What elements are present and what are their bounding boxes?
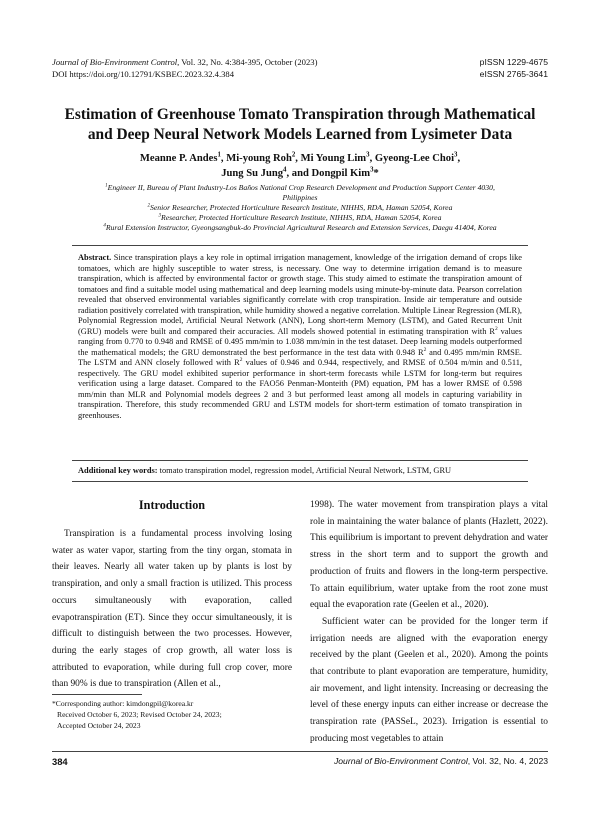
corresponding-author: *Corresponding author: kimdongpil@korea.kr bbox=[52, 699, 194, 708]
keywords bbox=[78, 466, 522, 477]
footnote-rule bbox=[52, 694, 142, 695]
abstract bbox=[78, 253, 522, 421]
affiliation-text: Rural Extension Instructor, Gyeongsangbuk-do Provincial Agricultural Research and Extension Services, Daegu 41404, Korea bbox=[105, 222, 497, 232]
author-name: , Mi Young Lim bbox=[295, 153, 367, 164]
paragraph: Transpiration is a fundamental process involving losing water as water vapor, starting from the tiny organ, stomata in their leaves. Nearly all water taken up by plants is lost by transpiration, and only a small fraction is utilized. This process occurs simultaneously with evaporation, called evapotranspiration (ET). Since they occur simultaneously, it is difficult to distinguish between the two processes. However, during the early stages of crop growth, all water loss is attributed to evaporation, while during full crop cover, more than 90% is due to transpiration (Allen et al., bbox=[52, 529, 292, 690]
page-number: 384 bbox=[52, 756, 68, 767]
affil-mark: 3 bbox=[370, 166, 374, 174]
affiliations bbox=[52, 183, 548, 233]
received-dates: Received October 6, 2023; Revised October 24, 2023; bbox=[57, 710, 222, 719]
abstract-text: values of 0.946 and 0.944, respectively, and RMSE of 0.504 m/min and 0.511, respectively. The GRU model exhibited superior performance in short-term forecasts while LSTM for long-term but requires verification using a large dataset. Compared to the FAO56 Penman-Monteith (PM) equation, PM has a lower RMSE of 0.598 mm/min than MLR and Polynomial models degrees 2 and 3 but performed least among all models in capturing variability in transpiration. Therefore, this study recommended GRU and LSTM models for short-term estimation of tomato transpiration in greenhouses. bbox=[78, 358, 522, 420]
keywords-bottom-rule bbox=[72, 481, 528, 482]
affiliation-2 bbox=[52, 203, 548, 213]
footnote bbox=[52, 698, 292, 731]
section-heading: Introduction bbox=[138, 498, 206, 512]
author-name: , and Dongpil Kim bbox=[286, 168, 371, 179]
affil-mark: 3 bbox=[158, 213, 162, 219]
title-line-2: and Deep Neural Network Models Learned from Lysimeter Data bbox=[87, 125, 513, 143]
abstract-text: values ranging from 0.770 to 0.948 and RMSE of 0.495 mm/min to 1.038 mm/min in the test dataset. Deep learning models outperformed the mathematical models; the GRU demonstrated the best performance in the test data with 0.948 R bbox=[78, 326, 522, 357]
affil-mark: 3 bbox=[366, 151, 370, 159]
affil-mark: 4 bbox=[103, 223, 106, 229]
paragraph: 1998). The water movement from transpiration plays a vital role in maintaining the water balance of plants (Hazlett, 2022). This equilibrium is important to prevent dehydration and water stress in the short term and to support the growth and production of fruits and flowers in the long-term perspective. To attain equilibrium, water uptake from the root zone must equal the evaporation rate (Geelen et al., 2020). bbox=[310, 500, 548, 611]
affiliation-4 bbox=[52, 223, 548, 233]
affil-mark: 3 bbox=[454, 151, 458, 159]
doi-link[interactable]: DOI https://doi.org/10.12791/KSBEC.2023.32.4.384 bbox=[52, 68, 234, 79]
abstract-text: Since transpiration plays a key role in optimal irrigation management, knowledge of the irrigation demand of crops like tomatoes, which are highly susceptible to water stress, is necessary. One way to determine irrigation demand is to measure transpiration, which is affected by environmental factor or growth stage. This study aimed to estimate the transpiration amount of tomatoes and find a suitable model using mathematical and deep learning models using minute-by-minute data. Pearson correlation revealed that observed environmental variables significantly correlate with crop transpiration. Inside air temperature and outside radiation positively correlated with transpiration, while humidity showed a negative correlation. Multiple Linear Regression (MLR), Polynomial Regression model, Artificial Neural Network (ANN), Long short-term Memory (LSTM), and Gated Recurrent Unit (GRU) models were built and compared their accuracies. All models showed potential in estimating transpiration with R bbox=[78, 253, 522, 336]
affil-mark: 2 bbox=[291, 151, 296, 159]
footer-rule bbox=[52, 751, 548, 752]
keywords-text: tomato transpiration model, regression model, Artificial Neural Network, LSTM, GRU bbox=[157, 466, 452, 475]
affiliation-1-cont: Philippines bbox=[282, 192, 318, 202]
author-list bbox=[60, 151, 540, 181]
superscript: 2 bbox=[239, 357, 243, 364]
affil-mark: 1 bbox=[217, 151, 221, 159]
author-name: Jung Su Jung bbox=[221, 168, 284, 179]
right-column bbox=[310, 497, 548, 748]
keywords-top-rule bbox=[72, 460, 528, 461]
affiliation-text: Researcher, Protected Horticulture Research Institute, NIHHS, RDA, Haman 52054, Korea bbox=[161, 212, 442, 222]
title-line-1: Estimation of Greenhouse Tomato Transpiration through Mathematical bbox=[64, 106, 536, 123]
abstract-text: and 0.495 mm/min RMSE. The LSTM and ANN closely followed with R bbox=[78, 347, 522, 367]
author-name: , Gyeong-Lee Choi bbox=[369, 153, 455, 164]
affiliation-text: Engineer II, Bureau of Plant Industry-Los Baños National Crop Research Development and Production Support Center 4030, bbox=[107, 183, 495, 192]
abstract-label: Abstract. bbox=[78, 253, 112, 262]
author-name: , Mi-young Roh bbox=[220, 153, 292, 164]
eissn: eISSN 2765-3641 bbox=[479, 68, 548, 79]
affiliation-3 bbox=[52, 213, 548, 223]
paper-title bbox=[40, 105, 560, 144]
author-separator: , bbox=[457, 153, 461, 164]
pissn: pISSN 1229-4675 bbox=[479, 57, 548, 67]
footer-volume: , Vol. 32, No. 4, 2023 bbox=[467, 756, 548, 766]
left-column bbox=[52, 526, 292, 693]
journal-name: Journal of Bio-Environment Control bbox=[52, 57, 178, 67]
superscript: 2 bbox=[423, 346, 427, 353]
footer-journal-name: Journal of Bio-Environment Control bbox=[333, 756, 468, 766]
abstract-top-rule bbox=[72, 245, 528, 246]
accepted-date: Accepted October 24, 2023 bbox=[57, 721, 141, 730]
affiliation-1 bbox=[52, 183, 548, 193]
paragraph: Sufficient water can be provided for the longer term if irrigation needs are aligned with the evaporation energy received by the plant (Geelen et al., 2020). Among the points that contribute to plant evaporation are temperature, humidity, air movement, and light intensity. Increasing or decreasing the level of these energy inputs can either increase or decrease the transpiration rate (PASSeL, 2023). Irrigation is essential to producing most vegetables to attain bbox=[310, 616, 548, 744]
affiliation-text: Senior Researcher, Protected Horticulture Research Institute, NIHHS, RDA, Haman 52054, Korea bbox=[150, 202, 453, 212]
issn-block bbox=[480, 57, 548, 80]
affil-mark: 1 bbox=[105, 183, 108, 189]
corresponding-mark: * bbox=[373, 168, 379, 179]
journal-volume: , Vol. 32, No. 4:384-395, October (2023) bbox=[177, 57, 318, 67]
affil-mark: 4 bbox=[283, 166, 287, 174]
affil-mark: 2 bbox=[147, 203, 151, 209]
keywords-label: Additional key words: bbox=[78, 466, 158, 475]
superscript: 2 bbox=[494, 325, 498, 332]
journal-citation bbox=[52, 57, 317, 80]
footer-journal bbox=[334, 756, 548, 766]
author-name: Meanne P. Andes bbox=[139, 153, 218, 164]
